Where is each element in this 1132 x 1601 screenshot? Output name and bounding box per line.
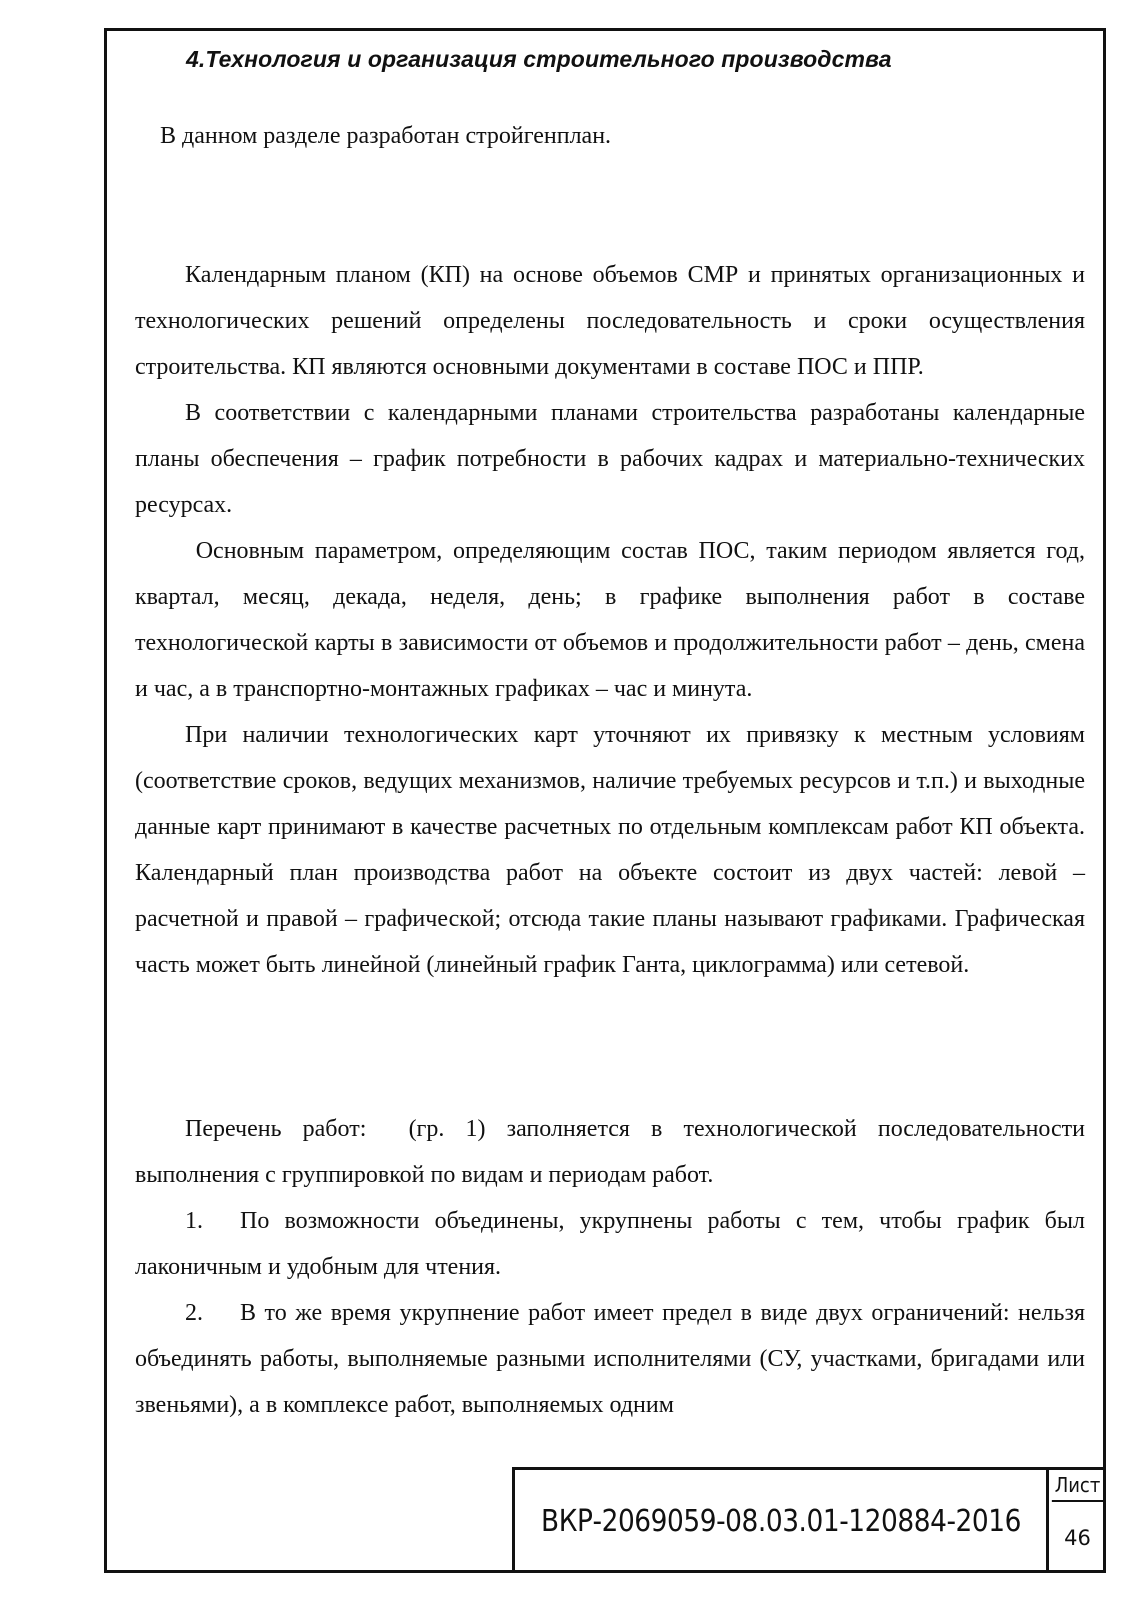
sheet-label: Лист — [1052, 1470, 1103, 1502]
sheet-cell — [1046, 1470, 1106, 1573]
paragraph-supply-plans: В соответствии с календарными планами строительства разработаны календарные планы обеспечения – график потребности в рабочих кадрах и материально-технических ресурсах. — [135, 400, 1085, 518]
list-item-text: По возможности объединены, укрупнены работы с тем, чтобы график был лаконичным и удобным для чтения. — [135, 1208, 1085, 1280]
list-item-text: В то же время укрупнение работ имеет предел в виде двух ограничений: нельзя объединять работы, выполняемые разными исполнителями (СУ, участками, бригадами или звеньями), а в комплексе работ, выполняемых одним — [135, 1300, 1085, 1418]
list-item-number: 2. — [185, 1300, 203, 1326]
title-block-stamp — [512, 1467, 1106, 1573]
paragraph-work-list: Перечень работ: (гр. 1) заполняется в технологической последовательности выполнения с группировкой по видам и периодам работ. — [135, 1116, 1091, 1188]
paragraph-technological-maps: При наличии технологических карт уточняют их привязку к местным условиям (соответствие сроков, ведущих механизмов, наличие требуемых ресурсов и т.п.) и выходные данные карт принимают в качестве расчетных по отдельным комплексам работ КП объекта. Календарный план производства работ на объекте состоит из двух частей: левой – расчетной и правой – графической; отсюда такие планы называют графиками. Графическая часть может быть линейной (линейный график Ганта, циклограмма) или сетевой. — [135, 722, 1085, 978]
sheet-number: 46 — [1064, 1525, 1091, 1550]
body-block-1 — [135, 252, 1092, 988]
section-heading: 4.Технология и организация строительного производства — [186, 46, 892, 72]
intro-line: В данном разделе разработан стройгенплан. — [160, 123, 612, 149]
body-block-2 — [135, 1106, 1091, 1428]
list-item — [135, 1198, 1085, 1290]
paragraph-calendar-plan: Календарным планом (КП) на основе объемов СМР и принятых организационных и технологических решений определены последовательность и сроки осуществления строительства. КП являются основными документами в составе ПОС и ППР. — [135, 262, 1085, 380]
list-item-number: 1. — [185, 1208, 203, 1234]
document-code: ВКР-2069059-08.03.01-120884-2016 — [541, 1504, 1021, 1539]
list-item — [135, 1290, 1085, 1428]
paragraph-main-parameter: Основным параметром, определяющим состав ПОС, таким периодом является год, квартал, месяц, декада, неделя, день; в графике выполнения работ в составе технологической карты в зависимости от объемов и продолжительности работ – день, смена и час, а в транспортно-монтажных графиках – час и минута. — [135, 538, 1092, 702]
